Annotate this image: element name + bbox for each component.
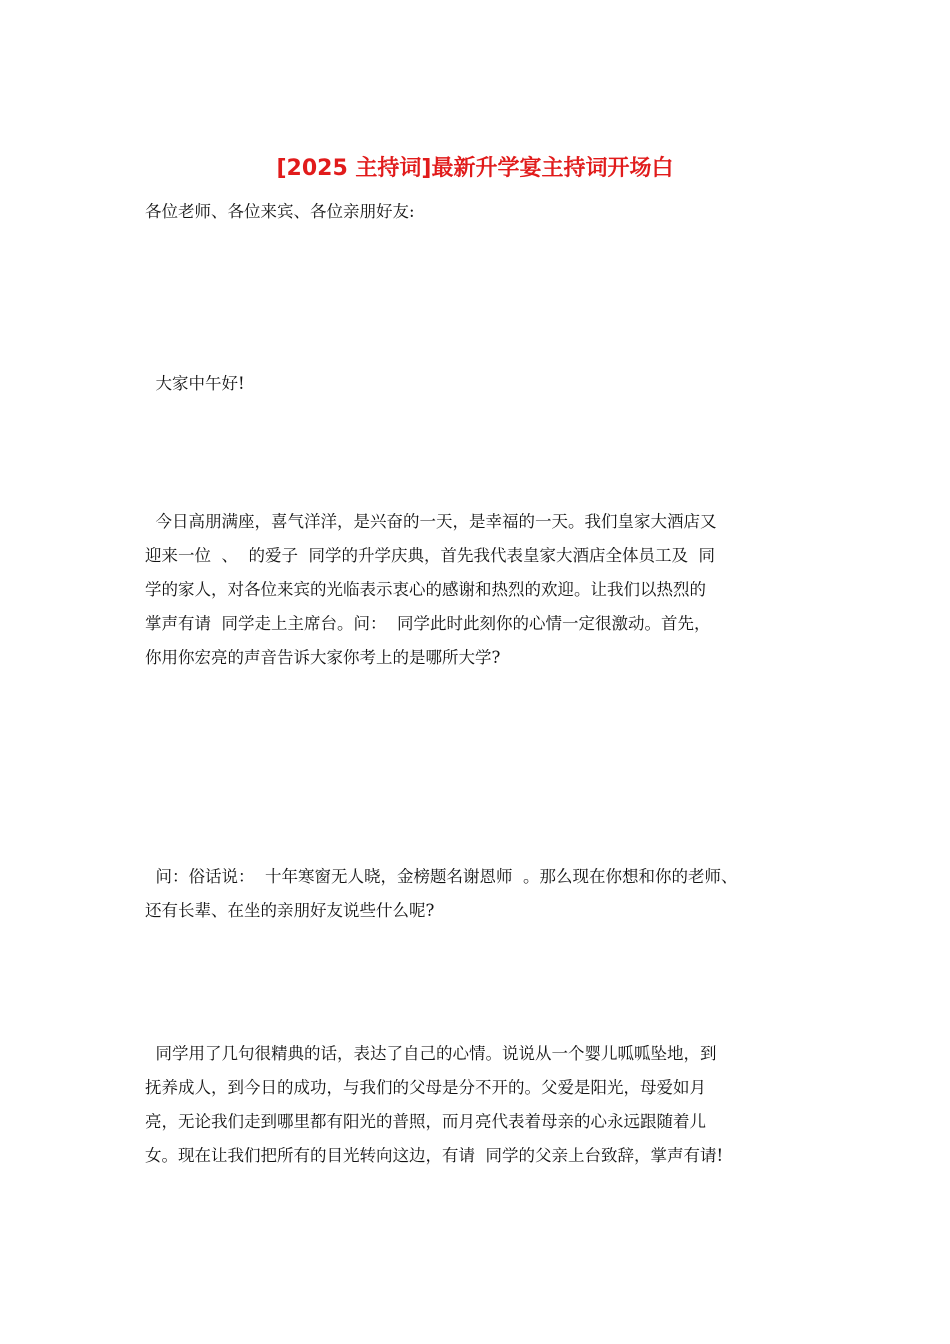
opening-paragraph bbox=[145, 505, 815, 675]
paragraph-line: 问：俗话说： 十年寒窗无人晓，金榜题名谢恩师 。那么现在你想和你的老师、 bbox=[145, 867, 738, 886]
paragraph-line: 迎来一位 、 的爱子 同学的升学庆典，首先我代表皇家大酒店全体员工及 同 bbox=[145, 546, 715, 565]
paragraph-line: 各位老师、各位来宾、各位亲朋好友: bbox=[145, 202, 415, 221]
paragraph-line: 同学用了几句很精典的话，表达了自己的心情。说说从一个婴儿呱呱坠地，到 bbox=[145, 1044, 717, 1063]
paragraph-line: 还有长辈、在坐的亲朋好友说些什么呢? bbox=[145, 901, 435, 920]
paragraph-line: 大家中午好! bbox=[145, 374, 245, 393]
closing-paragraph bbox=[145, 1037, 815, 1173]
question-paragraph bbox=[145, 860, 815, 928]
paragraph-line: 抚养成人，到今日的成功，与我们的父母是分不开的。父爱是阳光，母爱如月 bbox=[145, 1078, 706, 1097]
paragraph-line: 亮，无论我们走到哪里都有阳光的普照，而月亮代表着母亲的心永远跟随着儿 bbox=[145, 1112, 706, 1131]
paragraph-line: 今日高朋满座，喜气洋洋，是兴奋的一天，是幸福的一天。我们皇家大酒店又 bbox=[145, 512, 717, 531]
salutation-paragraph bbox=[145, 195, 815, 229]
page-title: [2025 主持词]最新升学宴主持词开场白 bbox=[276, 156, 674, 181]
paragraph-line: 掌声有请 同学走上主席台。问： 同学此时此刻你的心情一定很激动。首先， bbox=[145, 614, 711, 633]
paragraph-line: 女。现在让我们把所有的目光转向这边，有请 同学的父亲上台致辞，掌声有请! bbox=[145, 1146, 724, 1165]
greeting-paragraph bbox=[145, 367, 815, 401]
paragraph-line: 学的家人，对各位来宾的光临表示衷心的感谢和热烈的欢迎。让我们以热烈的 bbox=[145, 580, 706, 599]
paragraph-line: 你用你宏亮的声音告诉大家你考上的是哪所大学? bbox=[145, 648, 501, 667]
